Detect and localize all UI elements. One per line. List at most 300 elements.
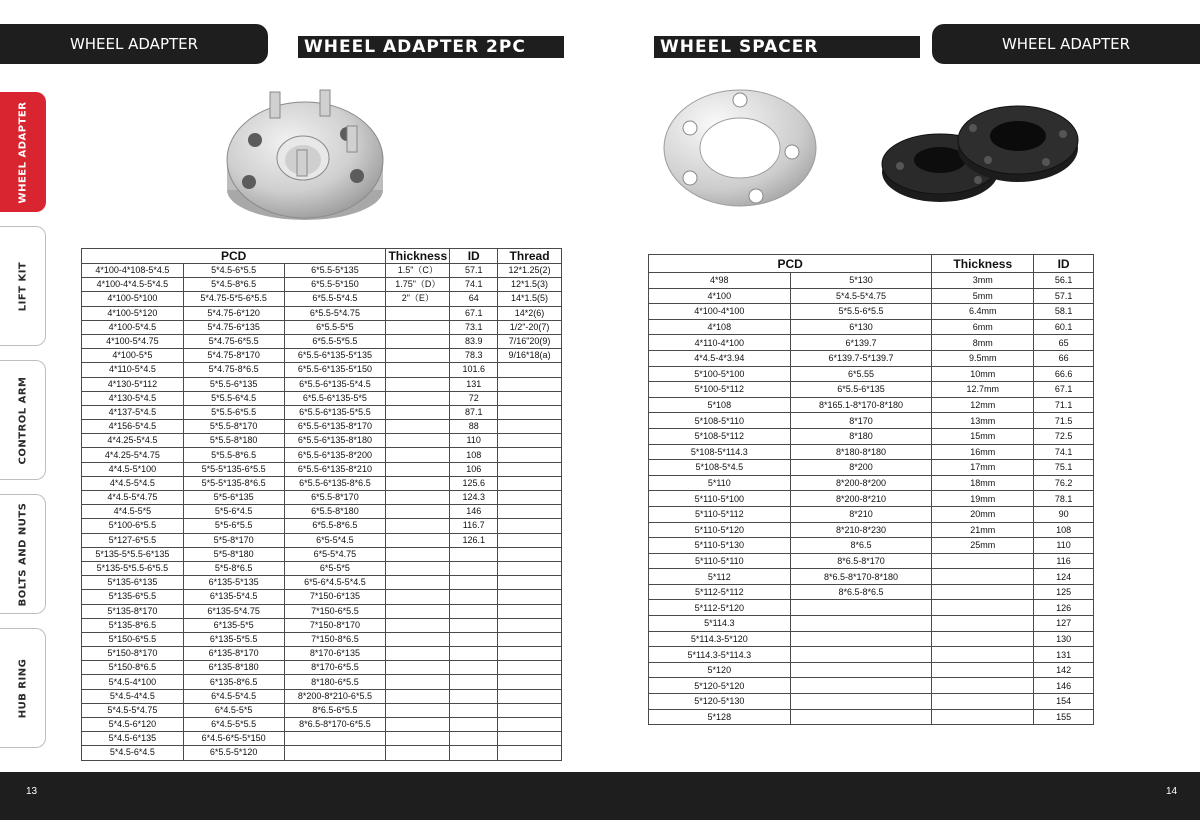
- table-cell: 5*108-5*4.5: [649, 460, 791, 476]
- table-cell: 66: [1034, 350, 1094, 366]
- table-cell: 6*5.5-5*135: [284, 264, 386, 278]
- table-cell: [386, 320, 450, 334]
- table-cell: 71.1: [1034, 397, 1094, 413]
- table-cell: 8*6.5-8*170-8*180: [790, 569, 932, 585]
- table-row: [649, 709, 1094, 725]
- table-cell: 87.1: [450, 405, 498, 419]
- table-cell: 108: [450, 448, 498, 462]
- table-cell: [790, 616, 932, 632]
- table-cell: 76.2: [1034, 475, 1094, 491]
- table-row: [82, 476, 562, 490]
- table-cell: 20mm: [932, 506, 1034, 522]
- table-cell: [386, 746, 450, 760]
- table-cell: 5*120: [649, 662, 791, 678]
- sidebar-item-hub-ring[interactable]: [0, 628, 46, 748]
- table-cell: [498, 647, 562, 661]
- table-cell: [498, 689, 562, 703]
- table-row: [649, 506, 1094, 522]
- sidebar-item-bolts-and-nuts[interactable]: [0, 494, 46, 614]
- table-cell: [498, 718, 562, 732]
- table-cell: [498, 391, 562, 405]
- table-cell: [498, 377, 562, 391]
- table-cell: 88: [450, 420, 498, 434]
- table-cell: 5*110-5*130: [649, 538, 791, 554]
- table-cell: 5*4.5-5*4.75: [790, 288, 932, 304]
- table-cell: [386, 434, 450, 448]
- col-header-thickness: Thickness: [932, 255, 1034, 273]
- table-cell: 65: [1034, 335, 1094, 351]
- table-cell: 5*4.5-8*6.5: [183, 278, 284, 292]
- table-cell: [498, 434, 562, 448]
- table-cell: 5*108: [649, 397, 791, 413]
- table-cell: 5*5-5*135-8*6.5: [183, 476, 284, 490]
- table-cell: 6*5.5-6*135-5*150: [284, 363, 386, 377]
- table-cell: 1.75"（D）: [386, 278, 450, 292]
- table-row: [649, 366, 1094, 382]
- table-cell: 5*135-5*5.5-6*135: [82, 547, 184, 561]
- table-cell: 12*1.5(3): [498, 278, 562, 292]
- table-cell: 21mm: [932, 522, 1034, 538]
- table-cell: 6*135-5*4.75: [183, 604, 284, 618]
- table-cell: 5*108-5*112: [649, 428, 791, 444]
- table-row: [82, 519, 562, 533]
- table-cell: 5*5.5-6*135: [183, 377, 284, 391]
- table-cell: 5*130: [790, 273, 932, 289]
- table-cell: [932, 694, 1034, 710]
- table-cell: [498, 448, 562, 462]
- table-cell: [498, 547, 562, 561]
- wheel-adapter-2pc-table: [81, 248, 562, 761]
- table-row: [82, 533, 562, 547]
- table-cell: 5*4.5-6*5.5: [183, 264, 284, 278]
- table-cell: [498, 732, 562, 746]
- table-cell: 8*165.1-8*170-8*180: [790, 397, 932, 413]
- table-cell: [498, 604, 562, 618]
- table-cell: 14*1.5(5): [498, 292, 562, 306]
- table-cell: 5mm: [932, 288, 1034, 304]
- table-cell: 90: [1034, 506, 1094, 522]
- table-cell: 7*150-6*5.5: [284, 604, 386, 618]
- table-cell: [932, 553, 1034, 569]
- table-cell: 4*130-5*112: [82, 377, 184, 391]
- table-cell: 5*110-5*120: [649, 522, 791, 538]
- table-cell: 18mm: [932, 475, 1034, 491]
- table-cell: [790, 662, 932, 678]
- table-cell: 5*112-5*112: [649, 584, 791, 600]
- table-cell: 5*5.5-8*6.5: [183, 448, 284, 462]
- table-row: [82, 420, 562, 434]
- table-row: [649, 304, 1094, 320]
- table-cell: [498, 703, 562, 717]
- table-cell: 6*5.5-6*135-5*4.5: [284, 377, 386, 391]
- table-cell: [932, 631, 1034, 647]
- table-cell: 106: [450, 462, 498, 476]
- wheel-spacer-table: [648, 254, 1094, 725]
- table-cell: [790, 709, 932, 725]
- table-cell: 8*180-6*5.5: [284, 675, 386, 689]
- table-cell: [386, 661, 450, 675]
- table-cell: 6*4.5-5*4.5: [183, 689, 284, 703]
- table-cell: 4*4.5-5*4.5: [82, 476, 184, 490]
- page-number-right: 14: [1166, 786, 1178, 797]
- table-cell: 5*5-6*135: [183, 491, 284, 505]
- table-cell: 6*5.5-6*135-8*180: [284, 434, 386, 448]
- table-row: [649, 350, 1094, 366]
- sidebar-item-label: LIFT KIT: [17, 261, 28, 311]
- table-cell: 125: [1034, 584, 1094, 600]
- col-header-pcd: PCD: [649, 255, 932, 273]
- table-row: [649, 460, 1094, 476]
- table-cell: [386, 505, 450, 519]
- table-cell: [498, 491, 562, 505]
- table-cell: 5*5.5-6*5.5: [183, 405, 284, 419]
- table-cell: 4*100: [649, 288, 791, 304]
- table-cell: 8mm: [932, 335, 1034, 351]
- table-row: [82, 675, 562, 689]
- table-cell: 6*4.5-6*5-5*150: [183, 732, 284, 746]
- table-cell: 72: [450, 391, 498, 405]
- table-cell: 58.1: [1034, 304, 1094, 320]
- table-cell: [450, 689, 498, 703]
- table-cell: [386, 604, 450, 618]
- table-cell: [498, 675, 562, 689]
- table-cell: 8*180-8*180: [790, 444, 932, 460]
- table-row: [82, 320, 562, 334]
- table-cell: [386, 618, 450, 632]
- table-cell: 130: [1034, 631, 1094, 647]
- table-cell: [498, 561, 562, 575]
- table-cell: [790, 631, 932, 647]
- table-cell: 4*100-5*120: [82, 306, 184, 320]
- table-cell: 5*5.5-8*170: [183, 420, 284, 434]
- table-cell: [386, 675, 450, 689]
- table-row: [649, 413, 1094, 429]
- wheel-spacer-plate-image: [660, 86, 820, 211]
- table-cell: 25mm: [932, 538, 1034, 554]
- table-cell: 8*6.5: [790, 538, 932, 554]
- table-cell: 5*110: [649, 475, 791, 491]
- table-cell: 5*4.75-6*135: [183, 320, 284, 334]
- table-row: [649, 273, 1094, 289]
- table-cell: 4*4.5-5*4.75: [82, 491, 184, 505]
- table-cell: 60.1: [1034, 319, 1094, 335]
- sidebar-item-label: CONTROL ARM: [17, 376, 29, 464]
- table-cell: [790, 647, 932, 663]
- table-cell: 74.1: [450, 278, 498, 292]
- table-cell: 6*5.5-6*135-8*6.5: [284, 476, 386, 490]
- table-cell: 8*6.5-8*6.5: [790, 584, 932, 600]
- table-cell: 5*110-5*112: [649, 506, 791, 522]
- sidebar-item-wheel-adapter[interactable]: [0, 92, 46, 212]
- sidebar-item-label: BOLTS AND NUTS: [17, 502, 28, 606]
- table-row: [82, 462, 562, 476]
- table-cell: 10mm: [932, 366, 1034, 382]
- table-row: [649, 319, 1094, 335]
- table-cell: [450, 618, 498, 632]
- table-cell: 8*200-8*210: [790, 491, 932, 507]
- table-cell: [498, 746, 562, 760]
- table-row: [649, 444, 1094, 460]
- table-cell: 19mm: [932, 491, 1034, 507]
- table-cell: 5*4.5-4*4.5: [82, 689, 184, 703]
- table-cell: [450, 718, 498, 732]
- table-cell: 5*110-5*110: [649, 553, 791, 569]
- table-cell: [386, 547, 450, 561]
- table-cell: 6*139.7: [790, 335, 932, 351]
- table-cell: 4*108: [649, 319, 791, 335]
- table-cell: 5*150-6*5.5: [82, 632, 184, 646]
- table-cell: 124: [1034, 569, 1094, 585]
- table-cell: 8*6.5-8*170: [790, 553, 932, 569]
- table-cell: [386, 533, 450, 547]
- table-cell: [498, 632, 562, 646]
- table-row: [82, 561, 562, 575]
- table-cell: 5*135-6*135: [82, 576, 184, 590]
- table-row: [649, 631, 1094, 647]
- table-cell: [386, 377, 450, 391]
- table-cell: [386, 391, 450, 405]
- table-cell: [386, 349, 450, 363]
- table-cell: [932, 678, 1034, 694]
- table-cell: 6*5-5*5: [284, 561, 386, 575]
- table-cell: 5*112: [649, 569, 791, 585]
- table-cell: 71.5: [1034, 413, 1094, 429]
- table-row: [82, 632, 562, 646]
- table-cell: 6mm: [932, 319, 1034, 335]
- table-cell: 8*210-8*230: [790, 522, 932, 538]
- table-row: [82, 547, 562, 561]
- table-cell: 5*5-6*5.5: [183, 519, 284, 533]
- table-cell: 5*4.5-6*120: [82, 718, 184, 732]
- table-cell: 6*5-5*4.5: [284, 533, 386, 547]
- table-cell: 146: [450, 505, 498, 519]
- table-cell: 5*150-8*6.5: [82, 661, 184, 675]
- table-row: [82, 604, 562, 618]
- table-cell: [284, 746, 386, 760]
- table-row: [649, 288, 1094, 304]
- table-cell: 9.5mm: [932, 350, 1034, 366]
- table-cell: 6*139.7-5*139.7: [790, 350, 932, 366]
- table-cell: 5*120-5*120: [649, 678, 791, 694]
- table-cell: 67.1: [450, 306, 498, 320]
- table-cell: 8*170-6*135: [284, 647, 386, 661]
- table-cell: [932, 616, 1034, 632]
- table-row: [649, 584, 1094, 600]
- table-header-row: [649, 255, 1094, 273]
- table-row: [82, 306, 562, 320]
- table-cell: 56.1: [1034, 273, 1094, 289]
- table-cell: 3mm: [932, 273, 1034, 289]
- table-row: [82, 377, 562, 391]
- table-cell: 1.5"（C）: [386, 264, 450, 278]
- table-cell: 6*5.5-6*135: [790, 382, 932, 398]
- table-cell: 125.6: [450, 476, 498, 490]
- header-tab-left: [0, 24, 268, 64]
- table-row: [82, 363, 562, 377]
- table-cell: [450, 604, 498, 618]
- table-cell: 4*100-5*4.75: [82, 334, 184, 348]
- table-row: [82, 718, 562, 732]
- table-row: [82, 661, 562, 675]
- table-row: [649, 522, 1094, 538]
- col-header-id: ID: [1034, 255, 1094, 273]
- table-row: [649, 569, 1094, 585]
- table-cell: 4*100-5*5: [82, 349, 184, 363]
- table-cell: [386, 519, 450, 533]
- table-cell: 5*135-5*5.5-6*5.5: [82, 561, 184, 575]
- table-row: [82, 278, 562, 292]
- black-wheel-spacer-image: [878, 100, 1086, 210]
- table-cell: 13mm: [932, 413, 1034, 429]
- table-cell: [386, 632, 450, 646]
- table-cell: [498, 661, 562, 675]
- table-cell: 108: [1034, 522, 1094, 538]
- table-cell: 6*135-8*180: [183, 661, 284, 675]
- table-cell: 110: [1034, 538, 1094, 554]
- table-cell: 4*4.5-5*5: [82, 505, 184, 519]
- table-cell: 75.1: [1034, 460, 1094, 476]
- table-cell: 5*100-5*100: [649, 366, 791, 382]
- sidebar-item-lift-kit[interactable]: [0, 226, 46, 346]
- col-header-thickness: Thickness: [386, 249, 450, 264]
- table-cell: 5*5-8*170: [183, 533, 284, 547]
- table-cell: [386, 306, 450, 320]
- table-cell: 5*114.3-5*120: [649, 631, 791, 647]
- table-cell: [386, 689, 450, 703]
- table-cell: 6*5.5-6*135-8*210: [284, 462, 386, 476]
- table-cell: [450, 647, 498, 661]
- table-cell: 73.1: [450, 320, 498, 334]
- table-row: [649, 397, 1094, 413]
- table-cell: 5*135-6*5.5: [82, 590, 184, 604]
- table-cell: 154: [1034, 694, 1094, 710]
- table-row: [649, 694, 1094, 710]
- section-title-wheel-adapter-2pc: WHEEL ADAPTER 2PC: [298, 36, 564, 58]
- table-cell: [498, 533, 562, 547]
- table-cell: 78.1: [1034, 491, 1094, 507]
- table-row: [82, 703, 562, 717]
- table-cell: 5*4.75-8*170: [183, 349, 284, 363]
- table-cell: 5*150-8*170: [82, 647, 184, 661]
- table-cell: [386, 732, 450, 746]
- table-cell: [498, 363, 562, 377]
- table-cell: 5*5-6*4.5: [183, 505, 284, 519]
- table-cell: [450, 746, 498, 760]
- table-cell: 4*156-5*4.5: [82, 420, 184, 434]
- table-cell: [386, 561, 450, 575]
- table-cell: 6*5.5-5*120: [183, 746, 284, 760]
- table-cell: 5*5.5-8*180: [183, 434, 284, 448]
- table-cell: 2"（E）: [386, 292, 450, 306]
- table-cell: [450, 732, 498, 746]
- table-cell: 6*135-8*170: [183, 647, 284, 661]
- table-cell: 6*5.5-6*135-5*5: [284, 391, 386, 405]
- table-cell: [498, 476, 562, 490]
- table-cell: 5*128: [649, 709, 791, 725]
- table-row: [82, 576, 562, 590]
- table-cell: 8*200-8*210-6*5.5: [284, 689, 386, 703]
- table-cell: 101.6: [450, 363, 498, 377]
- table-cell: 8*170-6*5.5: [284, 661, 386, 675]
- table-row: [82, 689, 562, 703]
- header-tab-left-label: WHEEL ADAPTER: [69, 35, 199, 53]
- table-cell: 7/16"20(9): [498, 334, 562, 348]
- table-cell: 12*1.25(2): [498, 264, 562, 278]
- table-cell: [386, 462, 450, 476]
- table-cell: 7*150-8*170: [284, 618, 386, 632]
- table-cell: 67.1: [1034, 382, 1094, 398]
- table-cell: 7*150-6*135: [284, 590, 386, 604]
- sidebar-item-control-arm[interactable]: [0, 360, 46, 480]
- table-cell: 5*4.5-6*4.5: [82, 746, 184, 760]
- table-cell: 4*100-5*100: [82, 292, 184, 306]
- table-header-row: [82, 249, 562, 264]
- table-cell: [498, 519, 562, 533]
- table-cell: 6*5.5-6*135-5*135: [284, 349, 386, 363]
- table-cell: 4*130-5*4.5: [82, 391, 184, 405]
- table-cell: [498, 590, 562, 604]
- table-cell: 6*135-8*6.5: [183, 675, 284, 689]
- table-row: [82, 448, 562, 462]
- table-row: [82, 292, 562, 306]
- table-cell: 6*5.5-6*135-8*170: [284, 420, 386, 434]
- table-cell: 5*4.5-6*135: [82, 732, 184, 746]
- table-cell: [450, 675, 498, 689]
- table-cell: [790, 694, 932, 710]
- table-cell: [386, 334, 450, 348]
- table-row: [649, 335, 1094, 351]
- table-cell: [450, 632, 498, 646]
- table-cell: 5*4.5-5*4.75: [82, 703, 184, 717]
- table-row: [82, 264, 562, 278]
- table-cell: 66.6: [1034, 366, 1094, 382]
- table-cell: 6*135-5*135: [183, 576, 284, 590]
- table-cell: [498, 505, 562, 519]
- table-cell: [498, 420, 562, 434]
- table-cell: 6*5.5-5*150: [284, 278, 386, 292]
- table-cell: [932, 709, 1034, 725]
- table-cell: [790, 600, 932, 616]
- table-cell: 4*4.5-5*100: [82, 462, 184, 476]
- table-row: [82, 746, 562, 760]
- table-cell: 5*4.75-6*5.5: [183, 334, 284, 348]
- table-cell: 5*5-8*6.5: [183, 561, 284, 575]
- table-cell: [498, 405, 562, 419]
- table-cell: 14*2(6): [498, 306, 562, 320]
- table-cell: 8*180: [790, 428, 932, 444]
- table-cell: 5*120-5*130: [649, 694, 791, 710]
- table-cell: [386, 476, 450, 490]
- table-cell: [386, 420, 450, 434]
- table-cell: [450, 547, 498, 561]
- table-cell: 6*5.5-6*135-5*5.5: [284, 405, 386, 419]
- table-cell: 6*5.55: [790, 366, 932, 382]
- table-row: [82, 491, 562, 505]
- table-cell: 124.3: [450, 491, 498, 505]
- table-row: [82, 334, 562, 348]
- table-cell: 6*5.5-5*5: [284, 320, 386, 334]
- wheel-adapter-image: [215, 78, 390, 233]
- table-cell: 5*127-6*5.5: [82, 533, 184, 547]
- table-row: [82, 391, 562, 405]
- col-header-pcd: PCD: [82, 249, 386, 264]
- table-cell: 5*112-5*120: [649, 600, 791, 616]
- table-cell: [386, 363, 450, 377]
- table-cell: [498, 462, 562, 476]
- table-cell: 6*4.5-5*5: [183, 703, 284, 717]
- table-cell: 64: [450, 292, 498, 306]
- table-cell: 6*5.5-6*135-8*200: [284, 448, 386, 462]
